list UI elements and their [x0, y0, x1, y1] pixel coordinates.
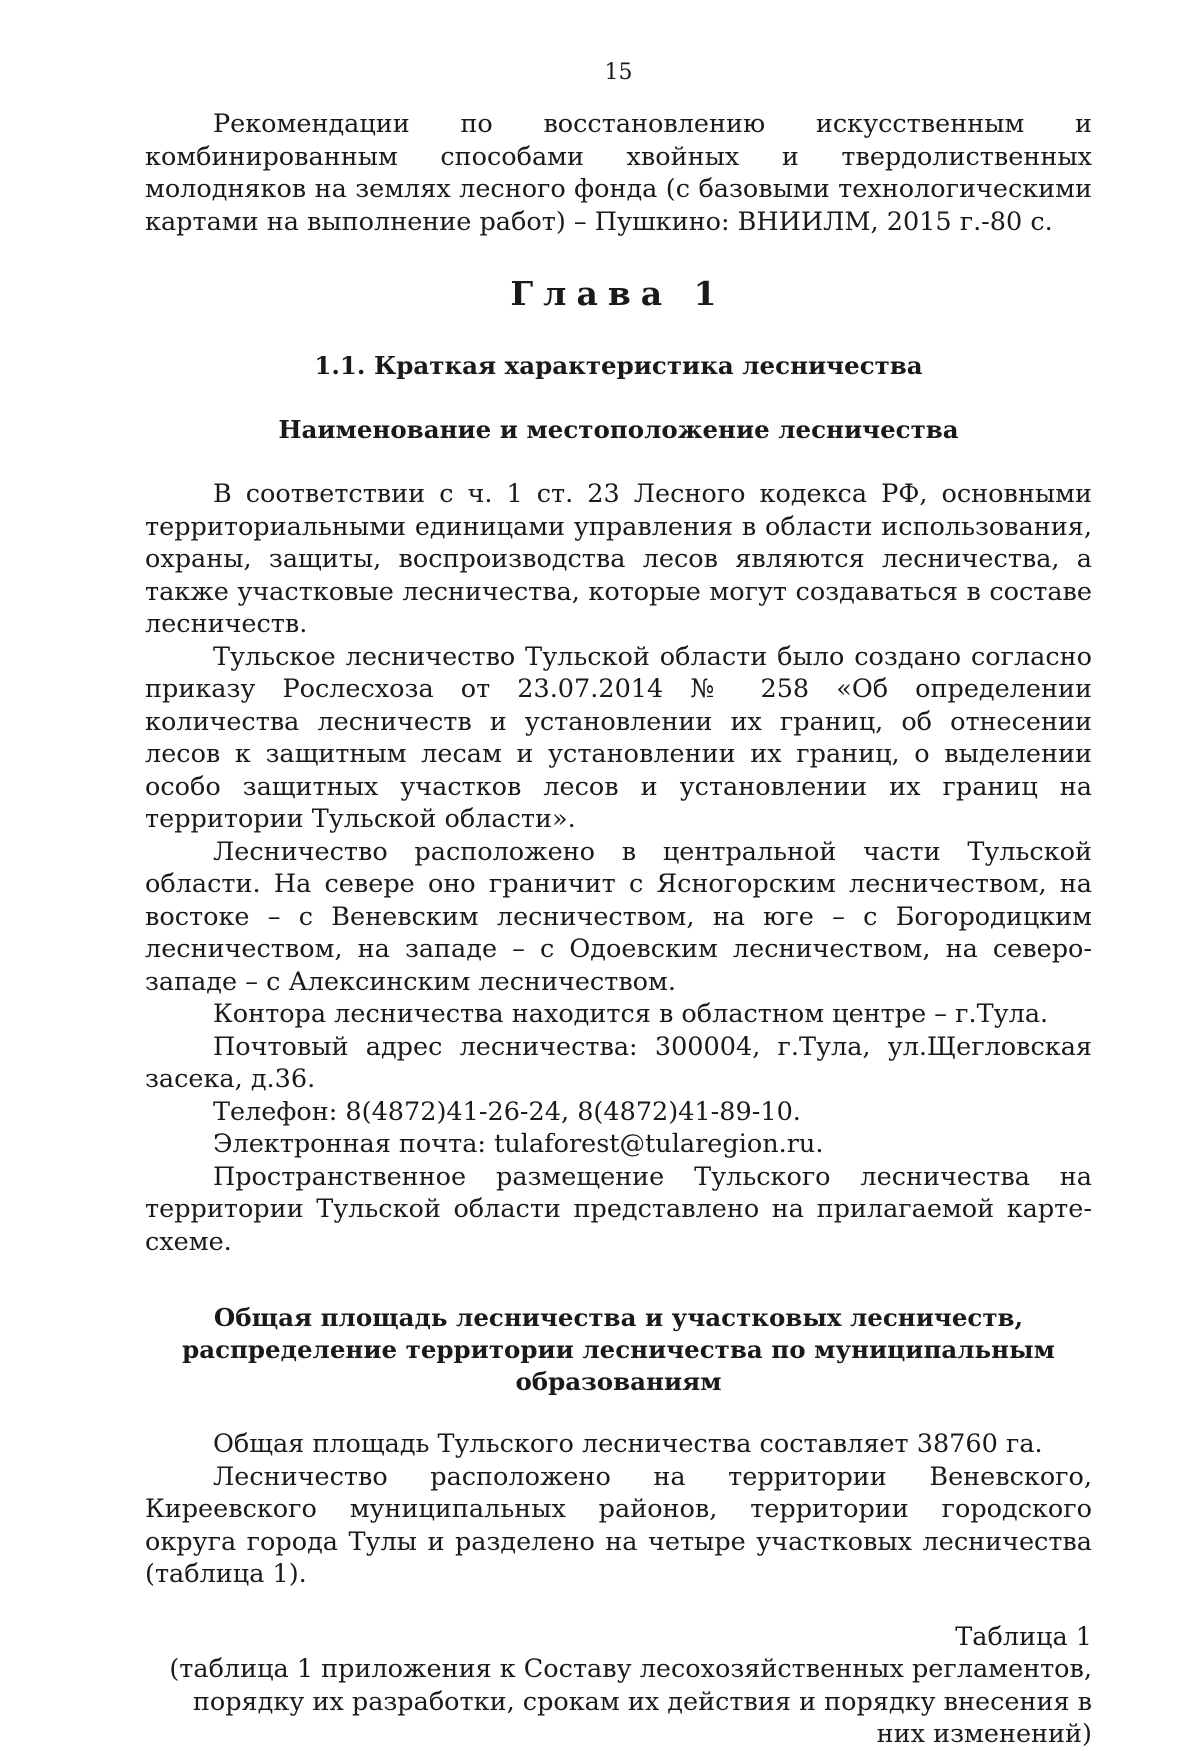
- paragraph: Лесничество расположено в центральной части Тульской области. На севере оно граничит с Ясногорским лесничеством, на востоке – с Веневским лесничеством, на юге – с Богородицким лесничеством, на западе – с Одоевским лесничеством, на северо-западе – с Алексинским лесничеством.: [145, 836, 1092, 997]
- area-heading: [145, 1302, 1092, 1398]
- intro-reference: Рекомендации по восстановлению искусственным и комбинированным способами хвойных и твердолиственных молодняков на землях лесного фонда (с базовыми технологическими картами на выполнение работ) – Пушкино: ВНИИЛМ, 2015 г.-80 с.: [145, 109, 1092, 237]
- page-number: 15: [604, 60, 633, 85]
- paragraph: В соответствии с ч. 1 ст. 23 Лесного кодекса РФ, основными территориальными единицами управления в области использования, охраны, защиты, воспроизводства лесов являются лесничества, а также участковые лесничества, которые могут создаваться в составе лесничеств.: [145, 479, 1092, 639]
- paragraph: Общая площадь Тульского лесничества составляет 38760 га.: [213, 1429, 1043, 1459]
- paragraph: Почтовый адрес лесничества: 300004, г.Тула, ул.Щегловская засека, д.36.: [145, 1031, 1092, 1094]
- section-title: 1.1. Краткая характеристика лесничества: [314, 351, 923, 380]
- area-heading-line-1: Общая площадь лесничества и участковых лесничеств,: [213, 1303, 1024, 1332]
- paragraph: Электронная почта: tulaforest@tularegion.ru.: [213, 1129, 824, 1159]
- table-label: Таблица 1: [955, 1621, 1092, 1652]
- subsection-title: Наименование и местоположение лесничества: [278, 415, 959, 444]
- area-heading-line-2: распределение территории лесничества по муниципальным образованиям: [182, 1335, 1055, 1396]
- table-caption: (таблица 1 приложения к Составу лесохозяйственных регламентов, порядку их разработки, срокам их действия и порядку внесения в них изменений): [169, 1654, 1092, 1749]
- paragraph: Тульское лесничество Тульской области было создано согласно приказу Рослесхоза от 23.07.2014 № 258 «Об определении количества лесничеств и установлении их границ, об отнесении лесов к защитным лесам и установлении их границ, о выделении особо защитных участков лесов и установлении их границ на территории Тульской области».: [145, 641, 1092, 834]
- paragraph: Пространственное размещение Тульского лесничества на территории Тульской области представлено на прилагаемой карте-схеме.: [145, 1161, 1092, 1257]
- chapter-title: Глава 1: [510, 274, 727, 313]
- paragraph: Лесничество расположено на территории Веневского, Киреевского муниципальных районов, территории городского округа города Тулы и разделено на четыре участковых лесничества (таблица 1).: [145, 1461, 1092, 1589]
- paragraph: Контора лесничества находится в областном центре – г.Тула.: [213, 999, 1049, 1029]
- paragraph: Телефон: 8(4872)41-26-24, 8(4872)41-89-10.: [213, 1096, 801, 1127]
